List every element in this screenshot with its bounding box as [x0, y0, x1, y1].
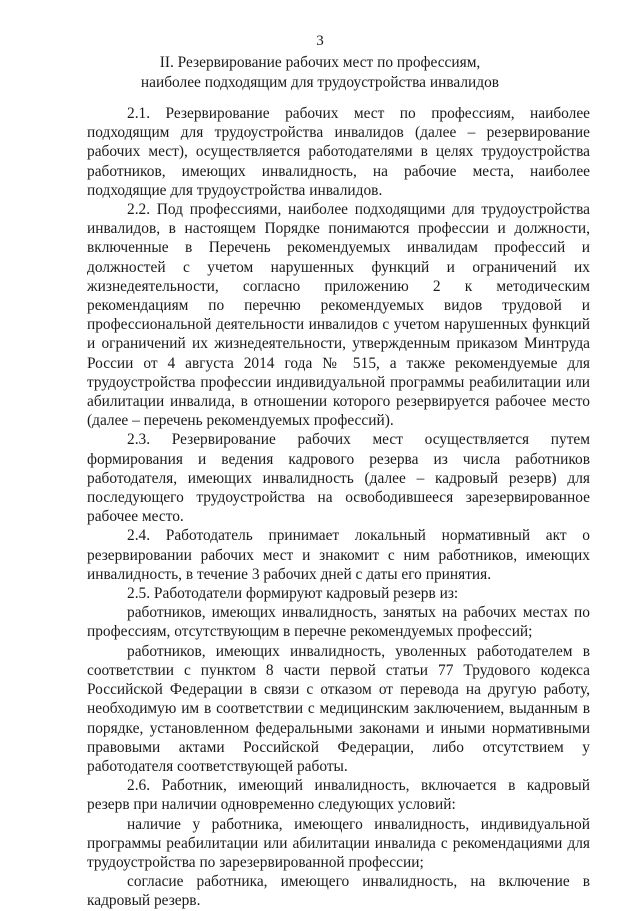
section-heading: [0, 53, 640, 93]
paragraph-2-3: 2.3. Резервирование рабочих мест осуществляется путем формирования и ведения кадрового резерва из числа работников работодателя, имеющих инвалидность (далее – кадровый резерв) для последующего трудоустройства на освободившееся зарезервированное рабочее место.: [87, 431, 590, 526]
section-heading-line-1: II. Резервирование рабочих мест по профессиям,: [159, 54, 481, 71]
page-number: 3: [316, 33, 324, 49]
paragraph-2-5: 2.5. Работодатели формируют кадровый резерв из:: [127, 585, 459, 603]
list-item-condition-2: согласие работника, имеющего инвалидность, на включение в кадровый резерв.: [87, 873, 590, 910]
list-item-reserve-source-1: работников, имеющих инвалидность, занятых на рабочих местах по профессиям, отсутствующим в перечне рекомендуемых профессий;: [87, 604, 590, 641]
paragraph-2-2: 2.2. Под профессиями, наиболее подходящими для трудоустройства инвалидов, в настоящем Порядке понимаются профессии и должности, включенные в Перечень рекомендуемых инвалидам профессий и должностей с учетом нарушенных функций и ограничений их жизнедеятельности, согласно приложению 2 к методическим рекомендациям по перечню рекомендуемых видов трудовой и профессиональной деятельности инвалидов с учетом нарушенных функций и ограничений их жизнедеятельности, утвержденным приказом Минтруда России от 4 августа 2014 года № 515, а также рекомендуемые для трудоустройства профессии индивидуальной программы реабилитации или абилитации инвалида, в отношении которого резервируется рабочее место (далее – перечень рекомендуемых профессий).: [87, 201, 590, 430]
section-heading-line-2: наиболее подходящим для трудоустройства инвалидов: [140, 74, 500, 91]
paragraph-2-6: 2.6. Работник, имеющий инвалидность, включается в кадровый резерв при наличии одновременно следующих условий:: [87, 777, 590, 814]
paragraph-2-4: 2.4. Работодатель принимает локальный нормативный акт о резервировании рабочих мест и знакомит с ним работников, имеющих инвалидность, в течение 3 рабочих дней с даты его принятия.: [87, 527, 590, 583]
document-body: [87, 104, 590, 911]
paragraph-2-1: 2.1. Резервирование рабочих мест по профессиям, наиболее подходящим для трудоустройства инвалидов (далее – резервирование рабочих мест), осуществляется работодателями в целях трудоустройства работников, имеющих инвалидность, на рабочие места, наиболее подходящие для трудоустройства инвалидов.: [87, 105, 590, 199]
list-item-reserve-source-2: работников, имеющих инвалидность, уволенных работодателем в соответствии с пунктом 8 части первой статьи 77 Трудового кодекса Российской Федерации в связи с отказом от перевода на другую работу, необходимую им в соответствии с медицинским заключением, выданным в порядке, установленном федеральными законами и иными нормативными правовыми актами Российской Федерации, либо отсутствием у работодателя соответствующей работы.: [87, 642, 590, 775]
list-item-condition-1: наличие у работника, имеющего инвалидность, индивидуальной программы реабилитации или абилитации инвалида с рекомендациями для трудоустройства по зарезервированной профессии;: [87, 815, 590, 871]
